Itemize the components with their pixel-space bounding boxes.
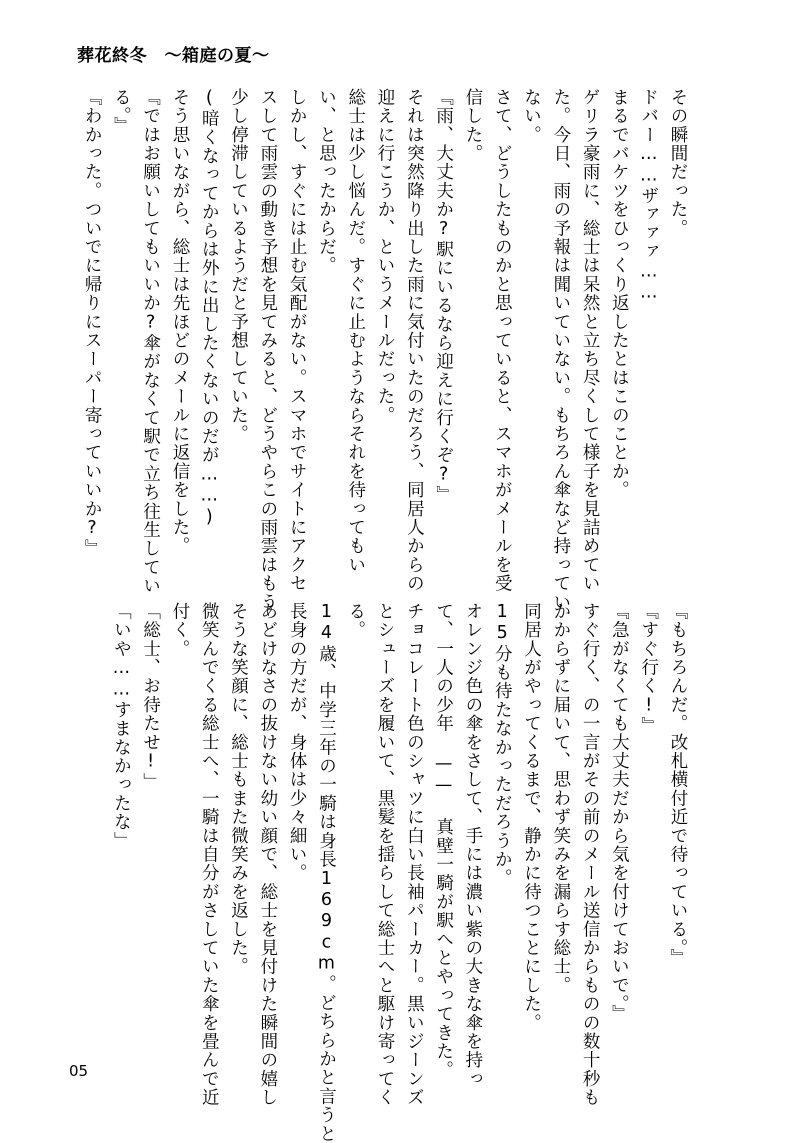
text-line: 「いや……すまなかったな」 bbox=[111, 602, 132, 851]
text-line: そうな笑顔に、総士もまた微笑みを返した。 bbox=[228, 602, 249, 976]
text-line: ゲリラ豪雨に、総士は呆然と立ち尽くして様子を見詰めてい bbox=[580, 88, 601, 593]
text-line: 15分も待たなかっただろうか。 bbox=[492, 602, 513, 888]
text-line: 総士は少し悩んだ。すぐに止むようならそれを待ってもい bbox=[345, 88, 366, 575]
text-line: 微笑んでくる総士へ、一騎は自分がさしていた傘を畳んで近 bbox=[199, 602, 220, 1107]
page-number: 05 bbox=[69, 1062, 89, 1080]
text-block-top bbox=[77, 88, 692, 612]
text-line: まるでバケツをひっくり返したとはこのことか。 bbox=[609, 88, 630, 500]
text-line: い、と思ったからだ。 bbox=[316, 88, 337, 275]
text-line: ない。 bbox=[521, 88, 542, 145]
text-line: て、一人の少年 —— 真壁一騎が駅へとやってきた。 bbox=[433, 602, 454, 1080]
text-line: しかし、すぐには止む気配がない。スマホでサイトにアクセ bbox=[287, 88, 308, 593]
text-block-bottom bbox=[106, 602, 692, 1143]
text-line: 付く。 bbox=[169, 602, 190, 659]
text-line: その瞬間だった。 bbox=[668, 88, 688, 238]
text-line: (暗くなってからは外に出したくないのだが……) bbox=[199, 88, 220, 529]
text-line: 同居人がやってくるまで、静かに待つことにした。 bbox=[521, 602, 542, 1033]
text-line: ドバー……ザァァァ…… bbox=[638, 88, 659, 304]
running-header: 葬花終冬 〜箱庭の夏〜 bbox=[77, 46, 270, 66]
text-line: 『ではお願いしてもいいか?傘がなくて駅で立ち往生してい bbox=[140, 88, 161, 596]
text-line: 『もちろんだ。改札横付近で待っている。』 bbox=[668, 602, 688, 968]
text-line: 少し停滞しているようだと予想していた。 bbox=[228, 88, 249, 444]
text-line: 『すぐ行く!』 bbox=[638, 602, 659, 736]
text-line: スして雨雲の動き予想を見てみると、どうやらこの雨雲はもう bbox=[257, 88, 278, 612]
text-line: る。 bbox=[345, 602, 366, 640]
text-line: 『急がなくても大丈夫だから気を付けておいで。』 bbox=[609, 602, 630, 1024]
text-line: とシューズを履いて、黒髪を揺らして総士へと駆け寄ってく bbox=[375, 602, 396, 1107]
text-line: 『雨、大丈夫か?駅にいるなら迎えに行くぞ?』 bbox=[433, 88, 454, 505]
text-line: すぐ行く、の一言がその前のメール送信からものの数十秒も bbox=[580, 602, 601, 1107]
text-line: 長身の方だが、身体は少々細い。 bbox=[287, 602, 308, 883]
text-line: 信した。 bbox=[462, 88, 483, 163]
text-line: そう思いながら、総士は先ほどのメールに返信をした。 bbox=[169, 88, 190, 556]
text-line: それは突然降り出した雨に気付いたのだろう、同居人からの bbox=[404, 88, 425, 593]
text-line: 14歳、中学三年の一騎は身長169cm。どちらかと言うと bbox=[316, 602, 337, 1143]
text-line: る。』 bbox=[111, 88, 132, 136]
text-line: 「総士、お待たせ!」 bbox=[140, 602, 161, 792]
text-line: あどけなさの抜けない幼い顔で、総士を見付けた瞬間の嬉し bbox=[257, 602, 278, 1107]
text-line: 迎えに行こうか、というメールだった。 bbox=[375, 88, 396, 425]
text-line: かからずに届いて、思わず笑みを漏らす総士。 bbox=[550, 602, 571, 995]
text-line: オレンジ色の傘をさして、手には濃い紫の大きな傘を持っ bbox=[462, 602, 483, 1089]
text-line: さて、どうしたものかと思っていると、スマホがメールを受 bbox=[492, 88, 513, 593]
text-line: 『わかった。ついでに帰りにスーパー寄っていいか?』 bbox=[82, 88, 103, 558]
text-line: た。今日、雨の予報は聞いていない。もちろん傘など持ってい bbox=[550, 88, 571, 612]
text-line: チョコレート色のシャツに白い長袖パーカー。黒いジーンズ bbox=[404, 602, 425, 1107]
